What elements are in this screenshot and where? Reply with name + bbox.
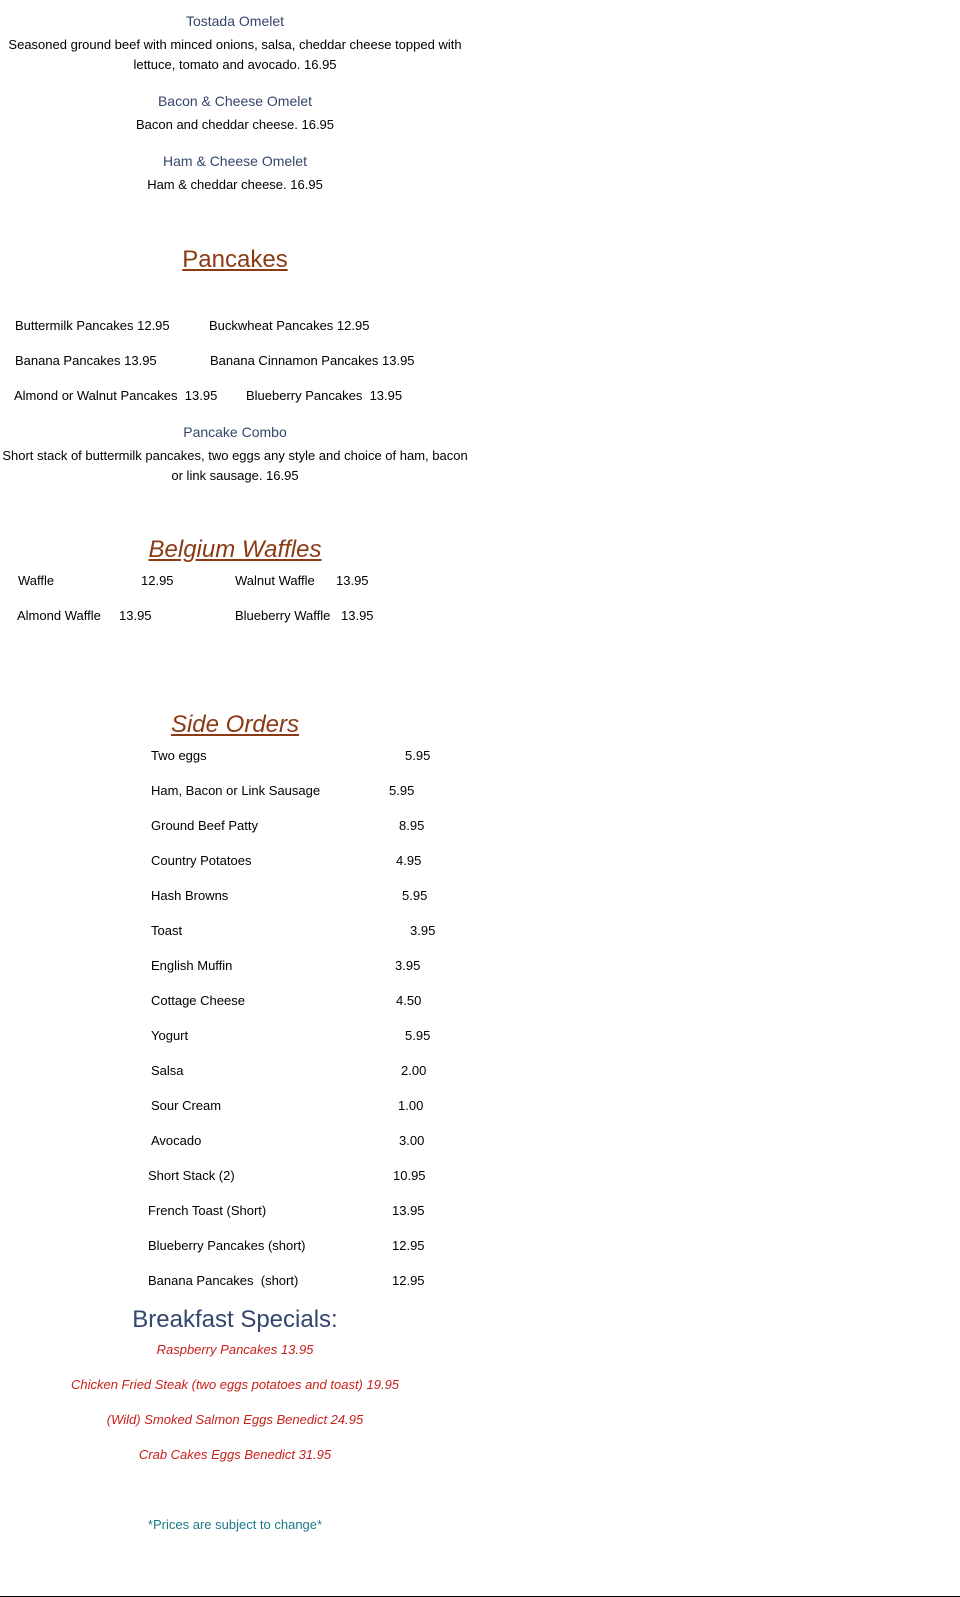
side-order-price: 5.95 bbox=[405, 748, 431, 763]
ham-cheese-omelet-desc: Ham & cheddar cheese. 16.95 bbox=[147, 177, 323, 192]
pancake-item: Almond or Walnut Pancakes 13.95 bbox=[14, 388, 218, 403]
ham-cheese-omelet-title: Ham & Cheese Omelet bbox=[163, 153, 307, 169]
side-order-price: 1.00 bbox=[398, 1098, 424, 1113]
bacon-cheese-omelet-desc: Bacon and cheddar cheese. 16.95 bbox=[135, 117, 335, 132]
side-order-name: Two eggs bbox=[151, 748, 207, 763]
side-order-name: Ham, Bacon or Link Sausage bbox=[151, 783, 321, 798]
tostada-omelet-desc-line1: Seasoned ground beef with minced onions, salsa, cheddar cheese topped with bbox=[8, 37, 462, 52]
pancake-item: Banana Pancakes 13.95 bbox=[15, 353, 157, 368]
special-item: Chicken Fried Steak (two eggs potatoes and toast) 19.95 bbox=[70, 1377, 400, 1392]
side-order-name: Cottage Cheese bbox=[151, 993, 245, 1008]
waffles-heading: Belgium Waffles bbox=[148, 536, 322, 563]
side-order-price: 3.00 bbox=[399, 1133, 425, 1148]
side-order-price: 5.95 bbox=[402, 888, 428, 903]
pancake-item: Buckwheat Pancakes 12.95 bbox=[209, 318, 370, 333]
price-disclaimer: *Prices are subject to change* bbox=[147, 1517, 323, 1532]
side-order-name: Ground Beef Patty bbox=[151, 818, 258, 833]
side-order-name: Hash Browns bbox=[151, 888, 229, 903]
side-order-name: English Muffin bbox=[151, 958, 233, 973]
side-orders-heading: Side Orders bbox=[170, 711, 300, 738]
side-order-price: 5.95 bbox=[405, 1028, 431, 1043]
pancake-combo-desc-line2: or link sausage. 16.95 bbox=[171, 468, 299, 483]
side-order-price: 12.95 bbox=[392, 1273, 425, 1288]
side-order-price: 3.95 bbox=[395, 958, 421, 973]
special-item: Crab Cakes Eggs Benedict 31.95 bbox=[138, 1447, 332, 1462]
waffle-price: 13.95 bbox=[119, 608, 152, 623]
pancake-item: Buttermilk Pancakes 12.95 bbox=[15, 318, 170, 333]
side-order-name: Salsa bbox=[151, 1063, 184, 1078]
pancakes-heading: Pancakes bbox=[182, 246, 288, 273]
special-item: (Wild) Smoked Salmon Eggs Benedict 24.95 bbox=[106, 1412, 364, 1427]
waffle-price: 13.95 bbox=[341, 608, 374, 623]
bacon-cheese-omelet-title: Bacon & Cheese Omelet bbox=[157, 93, 313, 109]
side-order-price: 2.00 bbox=[401, 1063, 427, 1078]
tostada-omelet-desc-line2: lettuce, tomato and avocado. 16.95 bbox=[133, 57, 337, 72]
waffle-name: Blueberry Waffle bbox=[235, 608, 331, 623]
waffle-name: Walnut Waffle bbox=[235, 573, 315, 588]
pancake-combo-desc-line1: Short stack of buttermilk pancakes, two eggs any style and choice of ham, bacon bbox=[2, 448, 468, 463]
waffle-price: 13.95 bbox=[336, 573, 369, 588]
waffle-name: Almond Waffle bbox=[17, 608, 101, 623]
side-order-price: 8.95 bbox=[399, 818, 425, 833]
side-order-price: 12.95 bbox=[392, 1238, 425, 1253]
waffle-price: 12.95 bbox=[141, 573, 174, 588]
side-order-name: Toast bbox=[151, 923, 183, 938]
side-order-price: 5.95 bbox=[389, 783, 415, 798]
breakfast-specials-heading: Breakfast Specials: bbox=[132, 1306, 338, 1333]
tostada-omelet-title: Tostada Omelet bbox=[185, 13, 285, 29]
side-order-name: Blueberry Pancakes (short) bbox=[148, 1238, 306, 1253]
side-order-price: 10.95 bbox=[393, 1168, 426, 1183]
side-order-name: Sour Cream bbox=[151, 1098, 222, 1113]
side-order-price: 4.50 bbox=[396, 993, 422, 1008]
side-order-name: Yogurt bbox=[151, 1028, 189, 1043]
pancake-item: Blueberry Pancakes 13.95 bbox=[246, 388, 403, 403]
side-order-price: 3.95 bbox=[410, 923, 436, 938]
pancake-item: Banana Cinnamon Pancakes 13.95 bbox=[210, 353, 415, 368]
side-order-name: Banana Pancakes (short) bbox=[148, 1273, 299, 1288]
side-order-price: 4.95 bbox=[396, 853, 422, 868]
special-item: Raspberry Pancakes 13.95 bbox=[156, 1342, 314, 1357]
side-order-name: Avocado bbox=[151, 1133, 202, 1148]
side-order-name: Short Stack (2) bbox=[148, 1168, 235, 1183]
pancake-combo-title: Pancake Combo bbox=[183, 424, 287, 440]
waffle-name: Waffle bbox=[18, 573, 55, 588]
side-order-name: French Toast (Short) bbox=[148, 1203, 267, 1218]
side-order-price: 13.95 bbox=[392, 1203, 425, 1218]
side-order-name: Country Potatoes bbox=[151, 853, 252, 868]
